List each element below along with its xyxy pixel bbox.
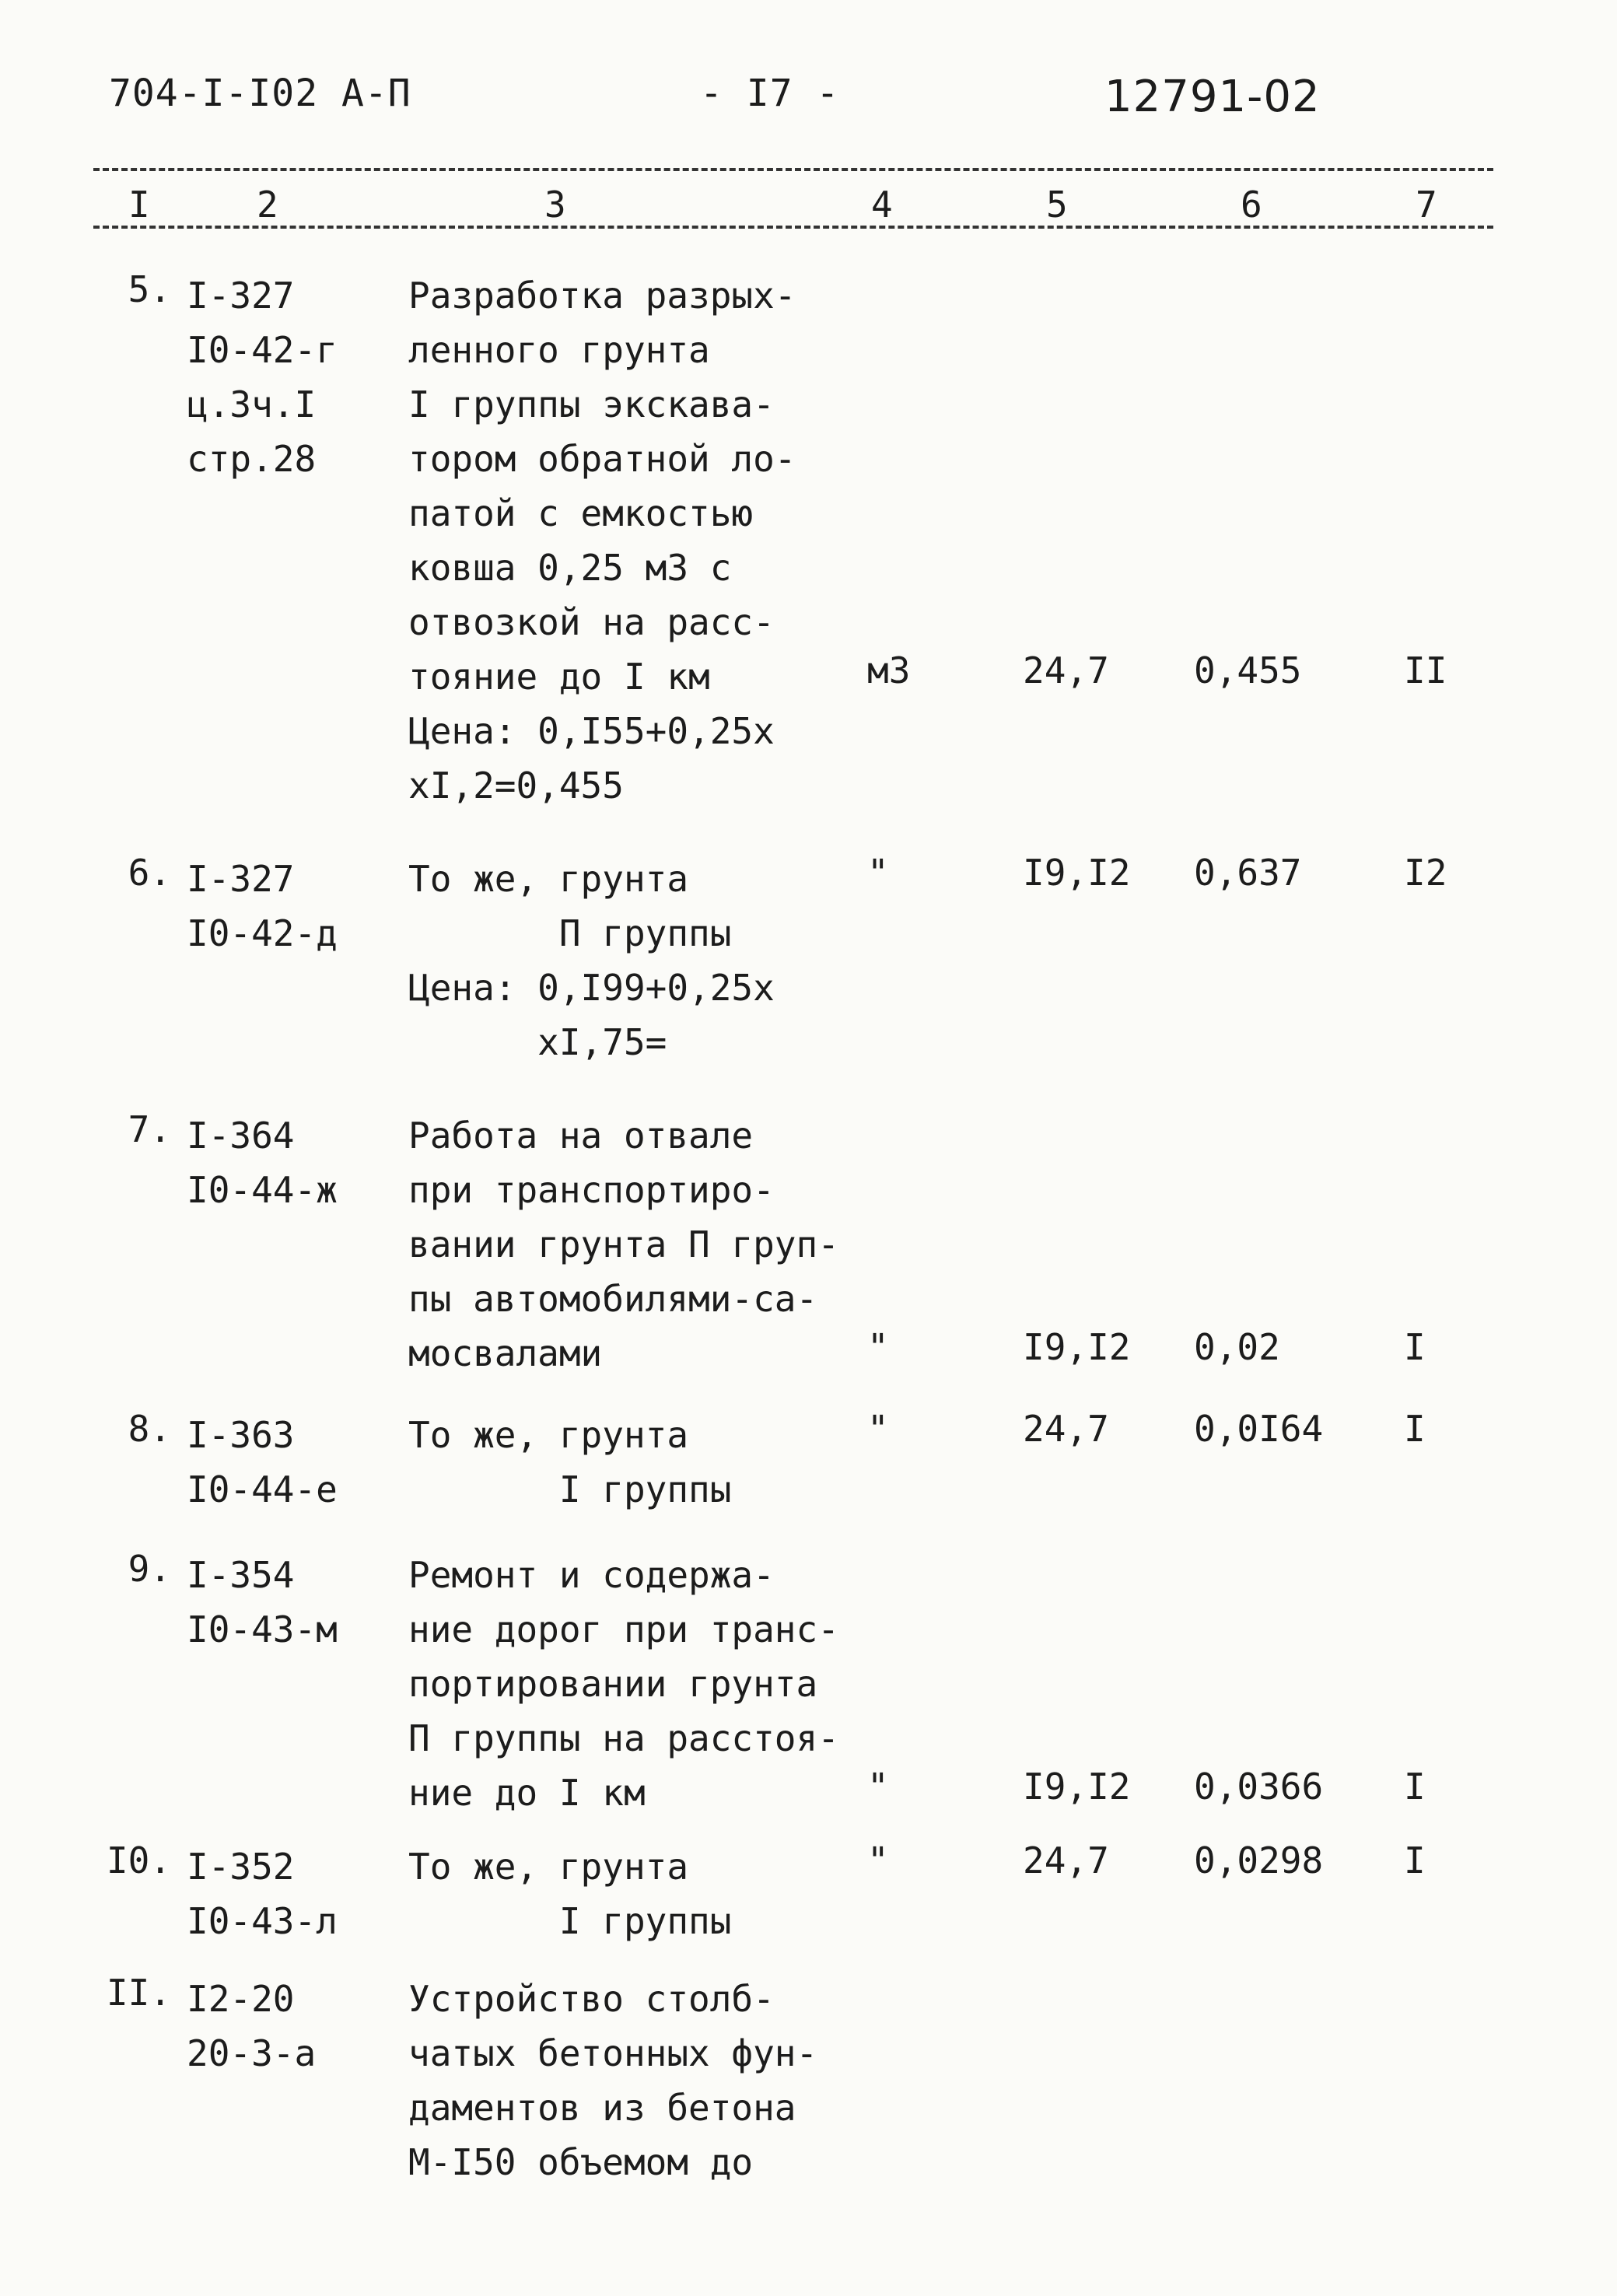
quantity-cell: I9,I2 [1023, 1326, 1131, 1368]
unit-cell: м3 [867, 649, 911, 691]
quantity-cell: I9,I2 [1023, 1766, 1131, 1808]
work-description-line: Работа на отвале [408, 1115, 754, 1157]
column-number-2: 2 [257, 184, 278, 226]
work-description [408, 1839, 731, 1948]
work-description-line: Цена: 0,I55+0,25х [408, 710, 775, 752]
norm-code-line: I-363 [187, 1414, 295, 1456]
norm-code [187, 1408, 338, 1517]
column-number-4: 4 [871, 184, 893, 226]
work-description [408, 268, 796, 813]
norm-code [187, 1548, 338, 1657]
price-cell: 0,0366 [1194, 1766, 1324, 1808]
page-number: - I7 - [700, 72, 840, 115]
norm-code-line: ц.3ч.I [187, 383, 317, 425]
column-number-3: 3 [544, 184, 566, 226]
column-7-cell: I [1404, 1408, 1426, 1450]
work-description-line: То же, грунта [408, 1846, 689, 1888]
norm-code-line: I0-44-ж [187, 1169, 338, 1211]
column-7-cell: II [1404, 649, 1447, 691]
norm-code [187, 268, 338, 486]
column-number-6: 6 [1241, 184, 1262, 226]
work-description-line: То же, грунта [408, 858, 689, 900]
unit-cell: " [867, 1766, 889, 1808]
document-code: 704-I-I02 А-П [109, 72, 411, 115]
work-description-line: Ремонт и содержа- [408, 1554, 775, 1596]
quantity-cell: I9,I2 [1023, 852, 1131, 894]
divider-top [93, 168, 1493, 171]
norm-code-line: I-352 [187, 1846, 295, 1888]
work-description-line: Устройство столб- [408, 1978, 775, 2020]
divider-bottom [93, 226, 1493, 229]
unit-cell: " [867, 852, 889, 894]
norm-code-line: 20-3-а [187, 2032, 317, 2074]
work-description-line: I группы [408, 1900, 732, 1942]
column-7-cell: I [1404, 1766, 1426, 1808]
row-number: 7. [128, 1108, 171, 1150]
work-description-line: чатых бетонных фун- [408, 2032, 818, 2074]
quantity-cell: 24,7 [1023, 649, 1109, 691]
row-number: 5. [128, 268, 171, 310]
work-description-line: П группы [408, 912, 732, 954]
work-description-line: тояние до I км [408, 656, 710, 698]
work-description-line: даментов из бетона [408, 2087, 796, 2129]
norm-code [187, 1108, 338, 1217]
work-description-line: I группы экскава- [408, 383, 775, 425]
norm-code-line: I-327 [187, 275, 295, 317]
column-7-cell: I [1404, 1326, 1426, 1368]
column-7-cell: I2 [1404, 852, 1447, 894]
column-7-cell: I [1404, 1839, 1426, 1881]
norm-code-line: I-327 [187, 858, 295, 900]
work-description [408, 1972, 817, 2189]
norm-code-line: I0-42-г [187, 329, 338, 371]
row-number: 9. [128, 1548, 171, 1590]
norm-code-line: I0-43-м [187, 1608, 338, 1650]
column-number-7: 7 [1416, 184, 1437, 226]
column-number-1: I [128, 184, 150, 226]
price-cell: 0,637 [1194, 852, 1302, 894]
column-number-5: 5 [1046, 184, 1068, 226]
work-description-line: П группы на расстоя- [408, 1717, 839, 1759]
work-description [408, 852, 775, 1069]
norm-code [187, 852, 338, 961]
work-description-line: I группы [408, 1468, 732, 1510]
unit-cell: " [867, 1839, 889, 1881]
work-description-line: Разработка разрых- [408, 275, 796, 317]
norm-code-line: I-364 [187, 1115, 295, 1157]
row-number: II. [106, 1972, 171, 2014]
norm-code-line: I2-20 [187, 1978, 295, 2020]
unit-cell: " [867, 1326, 889, 1368]
unit-cell: " [867, 1408, 889, 1450]
work-description-line: тором обратной ло- [408, 438, 796, 480]
work-description [408, 1548, 839, 1820]
norm-code-line: I0-44-е [187, 1468, 338, 1510]
norm-code [187, 1972, 316, 2081]
row-number: 6. [128, 852, 171, 894]
price-cell: 0,455 [1194, 649, 1302, 691]
work-description-line: ние до I км [408, 1772, 646, 1814]
row-number: 8. [128, 1408, 171, 1450]
row-number: I0. [106, 1839, 171, 1881]
quantity-cell: 24,7 [1023, 1839, 1109, 1881]
norm-code-line: I0-42-д [187, 912, 338, 954]
work-description-line: ковша 0,25 м3 с [408, 547, 732, 589]
work-description-line: при транспортиро- [408, 1169, 775, 1211]
price-cell: 0,0I64 [1194, 1408, 1324, 1450]
work-description-line: Цена: 0,I99+0,25х [408, 967, 775, 1009]
work-description-line: М-I50 объемом до [408, 2141, 754, 2183]
work-description [408, 1108, 839, 1381]
norm-code-line: I-354 [187, 1554, 295, 1596]
work-description-line: То же, грунта [408, 1414, 689, 1456]
work-description-line: пы автомобилями-са- [408, 1278, 818, 1320]
price-cell: 0,02 [1194, 1326, 1280, 1368]
norm-code [187, 1839, 338, 1948]
work-description-line: хI,75= [408, 1021, 667, 1063]
quantity-cell: 24,7 [1023, 1408, 1109, 1450]
norm-code-line: стр.28 [187, 438, 317, 480]
work-description-line: ние дорог при транс- [408, 1608, 839, 1650]
norm-code-line: I0-43-л [187, 1900, 338, 1942]
work-description-line: вании грунта П груп- [408, 1223, 839, 1265]
work-description [408, 1408, 731, 1517]
work-description-line: отвозкой на расс- [408, 601, 775, 643]
work-description-line: патой с емкостью [408, 492, 754, 534]
document-id: 12791-02 [1104, 72, 1321, 122]
price-cell: 0,0298 [1194, 1839, 1324, 1881]
work-description-line: мосвалами [408, 1332, 603, 1374]
work-description-line: ленного грунта [408, 329, 710, 371]
work-description-line: хI,2=0,455 [408, 765, 624, 807]
work-description-line: портировании грунта [408, 1663, 818, 1705]
